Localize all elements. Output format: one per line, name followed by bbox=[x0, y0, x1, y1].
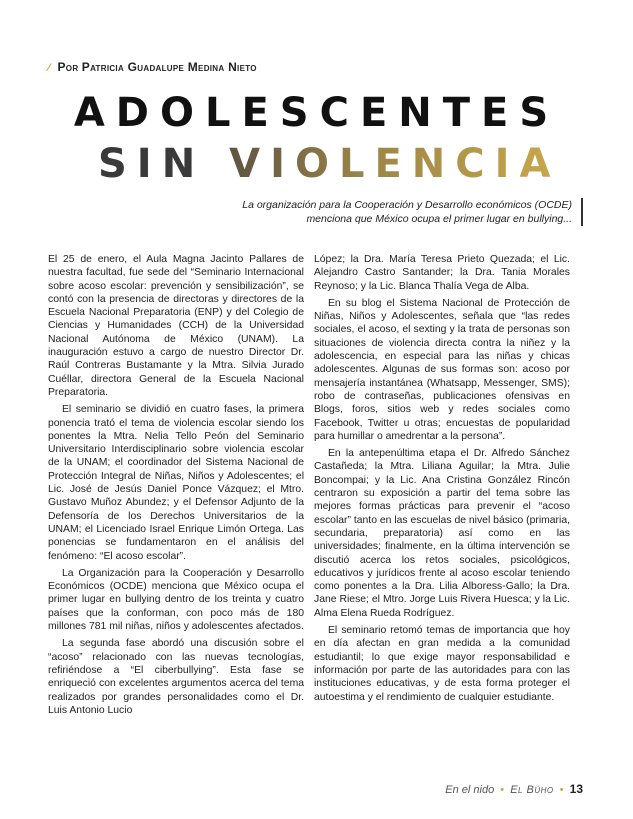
right-column bbox=[314, 253, 570, 708]
byline-prefix: Por bbox=[57, 60, 79, 74]
pencil-stroke-icon: ⁄ bbox=[48, 62, 51, 74]
title-word-sin: SIN bbox=[98, 141, 206, 187]
paragraph: La Organización para la Cooperación y Desarrollo Económicos (OCDE) menciona que México ocupa el primer lugar en bullying dentro de los treinta y cuatro países que la conforman, con poco más de 180 millones 781 mil niñas, niños y adolescentes afectados. bbox=[48, 567, 304, 633]
footer-section: En el nido bbox=[445, 784, 495, 796]
title-word-violencia: VIOLENCIA bbox=[229, 141, 561, 187]
paragraph: El seminario se dividió en cuatro fases, la primera ponencia trató el tema de violencia escolar siendo los ponentes la Mtra. Nelia Tello Peón del Seminario Universitario Interdisciplinario sobre violencia escolar de la UNAM; el coordinador del Sistema Nacional de Protección Integral de Niñas, Niños y Adolescentes; el Lic. José de Jesús Daniel Ponce Vázquez; el Mtro. Gustavo Muñoz Abundez; y el Defensor Adjunto de la Defensoría de los Derechos Universitarios de la UNAM; el Licenciado Israel Enrique Limón Ortega. Las ponencias se fundamentaron en el análisis del fenómeno: “El acoso escolar”. bbox=[48, 404, 304, 562]
footer-magazine: El Búho bbox=[510, 784, 554, 796]
left-column bbox=[48, 253, 304, 721]
paragraph: López; la Dra. María Teresa Prieto Quezada; el Lic. Alejandro Castro Santander; la Dra. Tania Morales Reynoso; y la Lic. Blanca Thalía Vega de Alba. bbox=[314, 254, 570, 292]
paragraph: El seminario retomó temas de importancia que hoy en día afectan en gran medida a la comunidad estudiantil; lo que exige mayor responsabilidad e información por parte de las autoridades para con las instituciones educativas, y de esta forma proteger el autoestima y el rendimiento de cualquier estudiante. bbox=[314, 625, 570, 703]
separator-dot-icon: • bbox=[500, 784, 505, 796]
paragraph: En su blog el Sistema Nacional de Protección de Niñas, Niños y Adolescentes, señala que “las redes sociales, el acoso, el sexting y la trata de personas son situaciones de violencia directa contra la niñez y la adolescencia, en especial para las niñas y chicas adolescentes. Algunas de sus formas son: acoso por mensajería instantánea (Whatsapp, Messenger, SMS); robo de contraseñas, publicaciones ofensivas en Blogs, foros, sitios web y redes sociales como Facebook, Twitter u otras; encuestas de popularidad para humillar o amedrentar a la persona”. bbox=[314, 297, 570, 442]
paragraph: La segunda fase abordó una discusión sobre el “acoso” relacionado con las nuevas tecnologías, refiriéndose a “El ciberbullying”. Esta fase se enriqueció con excelentes argumentos acerca del tema realizados por grandes personalidades como el Dr. Luis Antonio Lucio bbox=[48, 638, 304, 716]
separator-dot-icon: • bbox=[559, 784, 564, 796]
article-title-line1: ADOLESCENTES bbox=[73, 90, 560, 136]
paragraph: En la antepenúltima etapa el Dr. Alfredo Sánchez Castañeda; la Mtra. Liliana Aguilar; la Mtra. Julie Boncompai; y la Lic. Ana Cristina González Rincón centraron su exposición a partir del tema sobre las mejores formas prácticas para prevenir el “acoso escolar” tanto en las escuelas de nivel básico (primaria, secundaria, preparatoria) así como en las universidades; finalmente, en la última intervención se discutió acerca los retos sociales, psicológicos, educativos y jurídicos frente al acoso escolar teniendo como ponentes a la Dra. Lilia Alboress-Gallo; la Dra. Jane Riese; el Mtro. Jorge Luis Rivera Huesca; y la Lic. Alma Elena Rueda Rodríguez. bbox=[314, 448, 570, 619]
byline-author: Patricia Guadalupe Medina Nieto bbox=[81, 60, 257, 74]
lead-line-1: La organización para la Cooperación y Desarrollo económicos (OCDE) bbox=[242, 199, 572, 211]
paragraph: El 25 de enero, el Aula Magna Jacinto Pallares de nuestra facultad, fue sede del “Seminario Internacional sobre acoso escolar: prevención y sensibilización”, se contó con la presencia de directoras y directores de la Escuela Nacional Preparatoria (ENP) y del Colegio de Ciencias y Humanidades (CCH) de la Universidad Nacional Autónoma de México (UNAM). La inauguración estuvo a cargo de nuestro Director Dr. Raúl Contreras Bustamante y la Mtra. Silvia Jurado Cuéllar, directora General de la Escuela Nacional Preparatoria. bbox=[48, 254, 304, 398]
page-number: 13 bbox=[569, 782, 583, 796]
article-lead bbox=[192, 198, 583, 226]
page-footer bbox=[445, 782, 583, 796]
byline bbox=[48, 60, 257, 74]
article-title-line2 bbox=[98, 141, 561, 187]
lead-line-2: menciona que México ocupa el primer lugar en bullying... bbox=[306, 213, 572, 225]
